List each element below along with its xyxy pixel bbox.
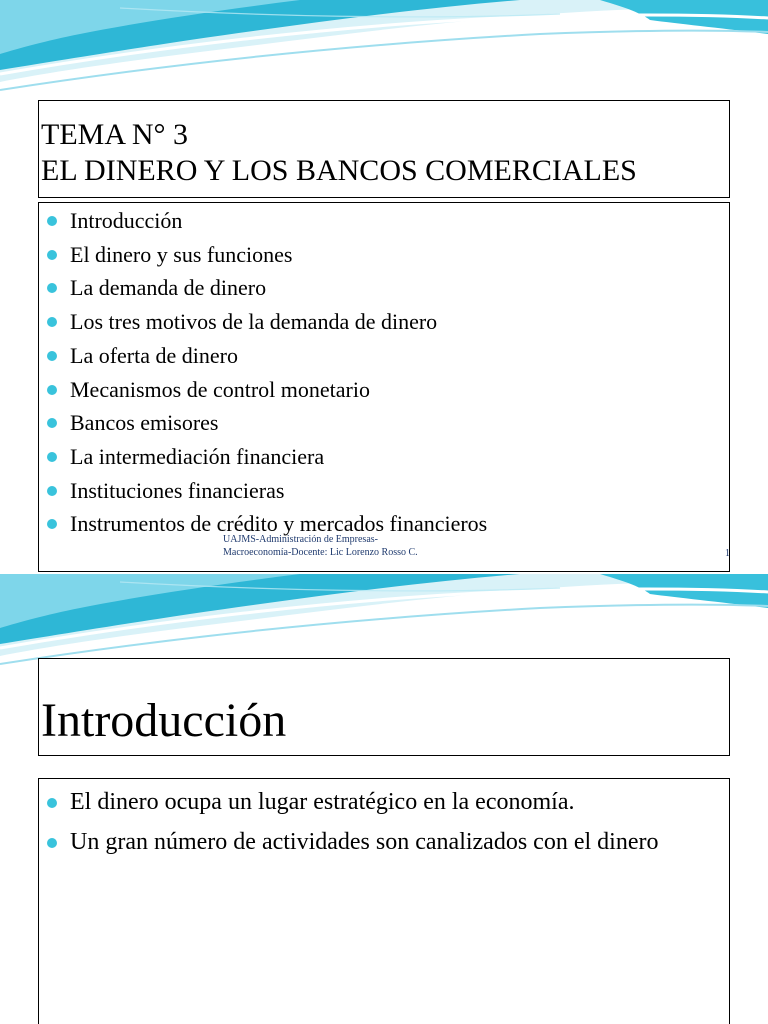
list-item-text: La oferta de dinero xyxy=(70,342,238,368)
list-item-text: Introducción xyxy=(70,208,183,233)
bullet-dot-icon xyxy=(47,838,57,848)
content-list xyxy=(39,779,729,859)
content-box xyxy=(38,778,730,1024)
slide-title-line-2: EL DINERO Y LOS BANCOS COMERCIALES xyxy=(41,154,637,187)
list-item xyxy=(39,339,729,373)
bullet-dot-icon xyxy=(47,250,57,260)
list-item xyxy=(39,373,729,407)
list-item-text: Instituciones financieras xyxy=(70,477,285,503)
bullet-dot-icon xyxy=(47,798,57,808)
bullet-dot-icon xyxy=(47,216,57,226)
bullet-dot-icon xyxy=(47,519,57,529)
bullet-dot-icon xyxy=(47,452,57,462)
list-item xyxy=(39,440,729,474)
list-item xyxy=(39,305,729,339)
list-item xyxy=(39,204,729,238)
list-item-text: Un gran número de actividades son canalizados con el dinero xyxy=(70,829,659,855)
list-item-text: La intermediación financiera xyxy=(70,443,325,469)
title-box xyxy=(38,100,730,198)
slide-title: Introducción xyxy=(41,694,287,747)
list-item-text: El dinero ocupa un lugar estratégico en la economía. xyxy=(70,789,575,815)
list-item-text: Bancos emisores xyxy=(70,410,219,436)
list-item-text: La demanda de dinero xyxy=(70,275,267,301)
list-item xyxy=(39,271,729,305)
list-item-text: El dinero y sus funciones xyxy=(70,241,293,267)
list-item-text: Los tres motivos de la demanda de dinero xyxy=(70,309,438,335)
wave-decoration-icon xyxy=(0,0,768,100)
topic-list xyxy=(39,203,729,541)
slide-introduccion xyxy=(0,574,768,1024)
content-box xyxy=(38,202,730,572)
bullet-dot-icon xyxy=(47,283,57,293)
bullet-dot-icon xyxy=(47,351,57,361)
bullet-dot-icon xyxy=(47,317,57,327)
title-box xyxy=(38,658,730,756)
bullet-dot-icon xyxy=(47,385,57,395)
bullet-dot-icon xyxy=(47,486,57,496)
page-number: 1 xyxy=(725,548,730,559)
footer-line-1: UAJMS-Administración de Empresas- xyxy=(223,534,378,545)
list-item xyxy=(39,406,729,440)
list-item xyxy=(39,785,729,819)
list-item xyxy=(39,238,729,272)
list-item-text: Instrumentos de crédito y mercados financieros xyxy=(70,511,488,537)
slide-title-line-1: TEMA N° 3 xyxy=(41,118,188,151)
list-item-text: Mecanismos de control monetario xyxy=(70,376,370,402)
list-item xyxy=(39,474,729,508)
footer-line-2: Macroeconomía-Docente: Lic Lorenzo Rosso C. xyxy=(223,547,418,558)
bullet-dot-icon xyxy=(47,418,57,428)
list-item xyxy=(39,825,729,859)
slide-footer xyxy=(223,533,418,559)
